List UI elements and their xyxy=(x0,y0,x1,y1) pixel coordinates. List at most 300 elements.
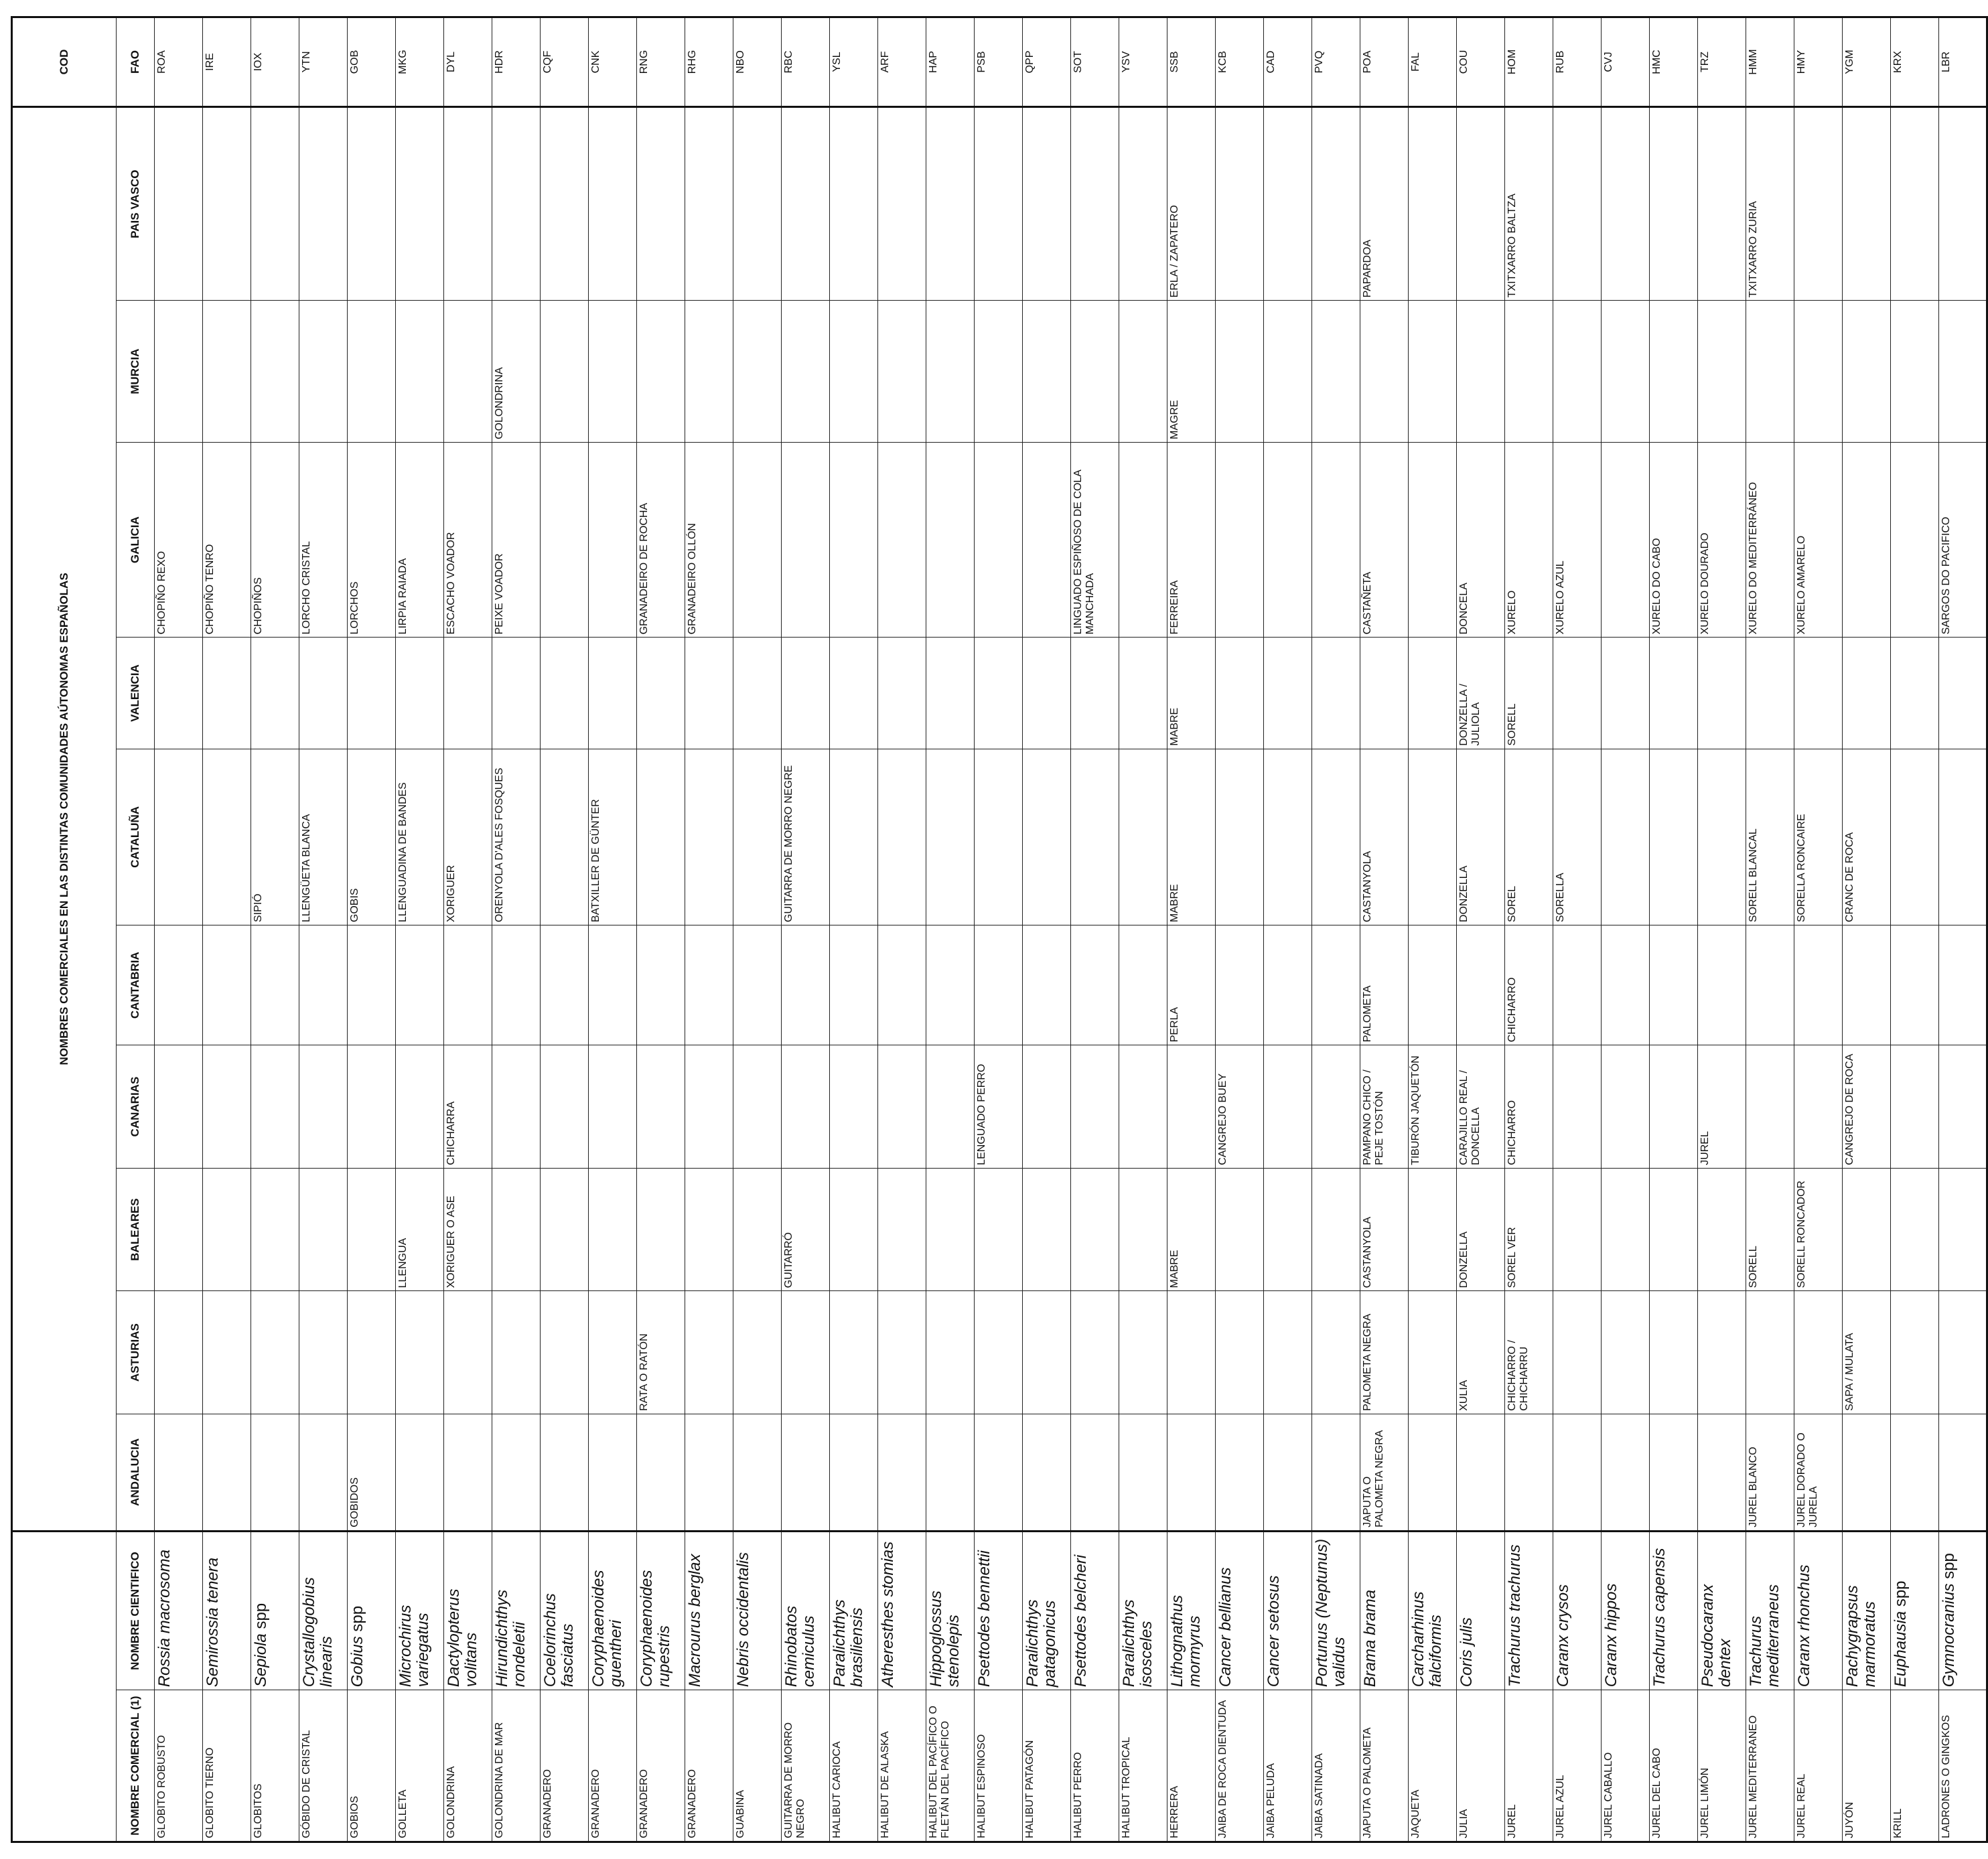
table-row xyxy=(975,17,1023,1842)
valencia-cell xyxy=(1698,638,1746,749)
andalucia-cell: JUREL BLANCO xyxy=(1746,1414,1794,1531)
baleares-cell xyxy=(1650,1168,1698,1291)
fao-code-cell: HOM xyxy=(1505,17,1553,107)
nombre-comercial-cell: HALIBUT DEL PACÍFICO O FLETÁN DEL PACÍFICO xyxy=(926,1690,975,1842)
nombre-cientifico-cell xyxy=(1119,1531,1167,1690)
galicia-cell: XURELO AMARELO xyxy=(1794,442,1843,637)
cantabria-cell xyxy=(155,925,203,1045)
cataluna-cell: CRANC DE ROCA xyxy=(1843,749,1891,925)
andalucia-cell: GOBIDOS xyxy=(348,1414,396,1531)
scientific-name: Macrourus berglax xyxy=(686,1554,704,1688)
cataluna-cell xyxy=(1312,749,1360,925)
baleares-cell xyxy=(926,1168,975,1291)
canarias-cell xyxy=(203,1045,251,1169)
valencia-cell xyxy=(492,638,541,749)
nombre-cientifico-cell xyxy=(1794,1531,1843,1690)
scientific-name: Trachurus capensis xyxy=(1650,1548,1668,1688)
canarias-cell xyxy=(348,1045,396,1169)
nombre-cientifico-cell xyxy=(1264,1531,1312,1690)
galicia-cell: CHOPIÑOS xyxy=(251,442,299,637)
baleares-cell: XORIGUER O ASE xyxy=(444,1168,492,1291)
valencia-cell: DONZELLA / JULIOLA xyxy=(1457,638,1505,749)
andalucia-cell xyxy=(589,1414,637,1531)
nombre-comercial-cell: JAIBA SATINADA xyxy=(1312,1690,1360,1842)
table-row xyxy=(1650,17,1698,1842)
nombre-comercial-cell: JUREL CABALLO xyxy=(1602,1690,1650,1842)
valencia-cell xyxy=(444,638,492,749)
nombre-comercial-cell: KRILL xyxy=(1891,1690,1939,1842)
galicia-cell xyxy=(1312,442,1360,637)
fao-code-cell: LBR xyxy=(1939,17,1987,107)
cantabria-cell xyxy=(1457,925,1505,1045)
pais-vasco-cell xyxy=(637,106,685,300)
scientific-name: Pseudocaranx dentex xyxy=(1699,1584,1734,1688)
canarias-cell xyxy=(541,1045,589,1169)
pais-vasco-cell xyxy=(348,106,396,300)
canarias-cell xyxy=(1746,1045,1794,1169)
cataluna-cell: GOBIS xyxy=(348,749,396,925)
baleares-cell xyxy=(1553,1168,1602,1291)
pais-vasco-cell: TXITXARRO BALTZA xyxy=(1505,106,1553,300)
nombre-cientifico-cell xyxy=(782,1531,830,1690)
murcia-cell xyxy=(1891,301,1939,443)
galicia-cell xyxy=(1119,442,1167,637)
col-pais-vasco: PAIS VASCO xyxy=(117,106,155,300)
nombre-cientifico-cell xyxy=(203,1531,251,1690)
canarias-cell xyxy=(637,1045,685,1169)
andalucia-cell: JUREL DORADO O JURELA xyxy=(1794,1414,1843,1531)
fao-code-cell: IRE xyxy=(203,17,251,107)
canarias-cell: TIBURÓN JAQUETÓN xyxy=(1409,1045,1457,1169)
nombre-cientifico-cell xyxy=(1891,1531,1939,1690)
andalucia-cell xyxy=(1553,1414,1602,1531)
table-row xyxy=(396,17,444,1842)
galicia-cell xyxy=(733,442,782,637)
canarias-cell xyxy=(1119,1045,1167,1169)
baleares-cell xyxy=(299,1168,348,1291)
murcia-cell xyxy=(1264,301,1312,443)
spp-suffix: spp xyxy=(252,1603,270,1629)
col-fao: FAO xyxy=(117,17,155,107)
fao-code-cell: YSL xyxy=(830,17,878,107)
asturias-cell xyxy=(203,1291,251,1414)
nombre-comercial-cell: GOBIOS xyxy=(348,1690,396,1842)
nombre-comercial-cell: JUREL LIMÓN xyxy=(1698,1690,1746,1842)
cataluna-cell xyxy=(1119,749,1167,925)
cantabria-cell xyxy=(1312,925,1360,1045)
murcia-cell xyxy=(203,301,251,443)
canarias-cell: PAMPANO CHICO / PEJE TOSTÓN xyxy=(1360,1045,1409,1169)
galicia-cell xyxy=(1891,442,1939,637)
fao-code-cell: CAD xyxy=(1264,17,1312,107)
cataluna-cell xyxy=(1216,749,1264,925)
asturias-cell xyxy=(782,1291,830,1414)
andalucia-cell xyxy=(1023,1414,1071,1531)
header-blank xyxy=(12,1531,117,1842)
cataluna-cell xyxy=(1409,749,1457,925)
baleares-cell: LLENGUA xyxy=(396,1168,444,1291)
col-valencia: VALENCIA xyxy=(117,638,155,749)
fao-code-cell: CQF xyxy=(541,17,589,107)
scientific-name: Brama brama xyxy=(1361,1589,1379,1688)
col-nombre-cientifico: NOMBRE CIENTIFICO xyxy=(117,1531,155,1690)
species-table xyxy=(11,16,1988,1843)
cataluna-cell: DONZELLA xyxy=(1457,749,1505,925)
scientific-name: Nebris occidentalis xyxy=(734,1552,752,1688)
scientific-name: Paralichthys patagonicus xyxy=(1023,1599,1059,1688)
fao-code-cell: HMM xyxy=(1746,17,1794,107)
table-row xyxy=(1843,17,1891,1842)
asturias-cell xyxy=(975,1291,1023,1414)
cataluna-cell xyxy=(637,749,685,925)
canarias-cell: CANGREJO DE ROCA xyxy=(1843,1045,1891,1169)
nombre-comercial-cell: GRANADERO xyxy=(685,1690,733,1842)
table-row xyxy=(1457,17,1505,1842)
scientific-name: Euphausia xyxy=(1892,1611,1910,1688)
murcia-cell xyxy=(975,301,1023,443)
murcia-cell xyxy=(830,301,878,443)
pais-vasco-cell xyxy=(203,106,251,300)
fao-code-cell: NBO xyxy=(733,17,782,107)
valencia-cell xyxy=(1409,638,1457,749)
asturias-cell xyxy=(1553,1291,1602,1414)
nombre-cientifico-cell xyxy=(1457,1531,1505,1690)
cantabria-cell xyxy=(1553,925,1602,1045)
murcia-cell xyxy=(299,301,348,443)
galicia-cell xyxy=(782,442,830,637)
nombre-cientifico-cell xyxy=(299,1531,348,1690)
nombre-cientifico-cell xyxy=(444,1531,492,1690)
galicia-cell: DONCELA xyxy=(1457,442,1505,637)
andalucia-cell xyxy=(926,1414,975,1531)
nombre-comercial-cell: HALIBUT PATAGÓN xyxy=(1023,1690,1071,1842)
canarias-cell xyxy=(685,1045,733,1169)
nombre-cientifico-cell xyxy=(1312,1531,1360,1690)
cataluna-cell: MABRE xyxy=(1167,749,1216,925)
galicia-cell xyxy=(1023,442,1071,637)
nombre-cientifico-cell xyxy=(1023,1531,1071,1690)
murcia-cell xyxy=(1602,301,1650,443)
pais-vasco-cell xyxy=(1071,106,1119,300)
pais-vasco-cell xyxy=(1843,106,1891,300)
galicia-cell xyxy=(1264,442,1312,637)
scientific-name: Atheresthes stomias xyxy=(879,1541,897,1688)
asturias-cell xyxy=(1167,1291,1216,1414)
pais-vasco-cell xyxy=(1939,106,1987,300)
andalucia-cell xyxy=(1457,1414,1505,1531)
table-row xyxy=(830,17,878,1842)
cataluna-cell: SOREL xyxy=(1505,749,1553,925)
nombre-comercial-cell: HALIBUT ESPINOSO xyxy=(975,1690,1023,1842)
asturias-cell xyxy=(1698,1291,1746,1414)
pais-vasco-cell xyxy=(444,106,492,300)
baleares-cell xyxy=(1216,1168,1264,1291)
pais-vasco-cell xyxy=(492,106,541,300)
pais-vasco-cell xyxy=(1794,106,1843,300)
fao-code-cell: PVQ xyxy=(1312,17,1360,107)
andalucia-cell xyxy=(1939,1414,1987,1531)
asturias-cell: SAPA / MULATA xyxy=(1843,1291,1891,1414)
band-title: NOMBRES COMERCIALES EN LAS DISTINTAS COMUNIDADES AÚTONOMAS ESPAÑOLAS xyxy=(12,106,117,1531)
scientific-name: Crystallogobius linearis xyxy=(300,1577,336,1688)
pais-vasco-cell xyxy=(1119,106,1167,300)
baleares-cell xyxy=(637,1168,685,1291)
murcia-cell xyxy=(1650,301,1698,443)
valencia-cell xyxy=(637,638,685,749)
valencia-cell xyxy=(396,638,444,749)
col-murcia: MURCIA xyxy=(117,301,155,443)
fao-code-cell: KCB xyxy=(1216,17,1264,107)
asturias-cell xyxy=(1939,1291,1987,1414)
nombre-comercial-cell: JAIBA PELUDA xyxy=(1264,1690,1312,1842)
baleares-cell: SORELL xyxy=(1746,1168,1794,1291)
cataluna-cell: LLENGÜETA BLANCA xyxy=(299,749,348,925)
nombre-cientifico-cell xyxy=(1553,1531,1602,1690)
table-row xyxy=(1746,17,1794,1842)
andalucia-cell xyxy=(975,1414,1023,1531)
baleares-cell xyxy=(1023,1168,1071,1291)
table-row xyxy=(1216,17,1264,1842)
table-row xyxy=(1409,17,1457,1842)
galicia-cell xyxy=(926,442,975,637)
murcia-cell xyxy=(589,301,637,443)
valencia-cell xyxy=(685,638,733,749)
cantabria-cell xyxy=(492,925,541,1045)
valencia-cell xyxy=(299,638,348,749)
valencia-cell xyxy=(541,638,589,749)
galicia-cell: LIRPIA RAIADA xyxy=(396,442,444,637)
cantabria-cell: PALOMETA xyxy=(1360,925,1409,1045)
andalucia-cell xyxy=(1119,1414,1167,1531)
murcia-cell xyxy=(1698,301,1746,443)
baleares-cell xyxy=(1891,1168,1939,1291)
pais-vasco-cell xyxy=(782,106,830,300)
fao-code-cell: IOX xyxy=(251,17,299,107)
canarias-cell xyxy=(589,1045,637,1169)
asturias-cell xyxy=(155,1291,203,1414)
valencia-cell xyxy=(1939,638,1987,749)
galicia-cell: PEIXE VOADOR xyxy=(492,442,541,637)
table-row xyxy=(878,17,926,1842)
col-asturias: ASTURIAS xyxy=(117,1291,155,1414)
asturias-cell: CHICHARRO / CHICHARRU xyxy=(1505,1291,1553,1414)
nombre-cientifico-cell xyxy=(1409,1531,1457,1690)
andalucia-cell xyxy=(685,1414,733,1531)
nombre-cientifico-cell xyxy=(396,1531,444,1690)
fao-code-cell: GOB xyxy=(348,17,396,107)
fao-code-cell: RHG xyxy=(685,17,733,107)
galicia-cell: SARGOS DO PACIFICO xyxy=(1939,442,1987,637)
galicia-cell: XURELO AZUL xyxy=(1553,442,1602,637)
cantabria-cell xyxy=(926,925,975,1045)
cataluna-cell xyxy=(1650,749,1698,925)
cantabria-cell: PERLA xyxy=(1167,925,1216,1045)
fao-code-cell: COU xyxy=(1457,17,1505,107)
andalucia-cell xyxy=(1071,1414,1119,1531)
andalucia-cell xyxy=(830,1414,878,1531)
asturias-cell xyxy=(1071,1291,1119,1414)
fao-code-cell: RBC xyxy=(782,17,830,107)
fao-code-cell: TRZ xyxy=(1698,17,1746,107)
nombre-cientifico-cell xyxy=(1650,1531,1698,1690)
cantabria-cell xyxy=(830,925,878,1045)
cantabria-cell xyxy=(251,925,299,1045)
pais-vasco-cell xyxy=(541,106,589,300)
scientific-name: Coelorinchus fasciatus xyxy=(541,1593,577,1688)
nombre-cientifico-cell xyxy=(830,1531,878,1690)
baleares-cell xyxy=(1409,1168,1457,1291)
canarias-cell xyxy=(396,1045,444,1169)
scientific-name: Dactylopterus volitans xyxy=(445,1588,480,1688)
fao-code-cell: DYL xyxy=(444,17,492,107)
pais-vasco-cell xyxy=(975,106,1023,300)
murcia-cell xyxy=(1360,301,1409,443)
baleares-cell xyxy=(541,1168,589,1291)
scientific-name: Rossia macrosoma xyxy=(155,1549,173,1688)
scientific-name: Lithognathus mormyrus xyxy=(1168,1594,1204,1688)
galicia-cell xyxy=(975,442,1023,637)
cataluna-cell xyxy=(926,749,975,925)
fao-code-cell: CVJ xyxy=(1602,17,1650,107)
table-row xyxy=(589,17,637,1842)
cataluna-cell xyxy=(203,749,251,925)
murcia-cell: MAGRE xyxy=(1167,301,1216,443)
murcia-cell xyxy=(1843,301,1891,443)
canarias-cell xyxy=(492,1045,541,1169)
pais-vasco-cell xyxy=(1023,106,1071,300)
col-baleares: BALEARES xyxy=(117,1168,155,1291)
nombre-cientifico-cell xyxy=(251,1531,299,1690)
scientific-name: Microchirus variegatus xyxy=(397,1605,432,1688)
pais-vasco-cell: PAPARDOA xyxy=(1360,106,1409,300)
nombre-cientifico-cell xyxy=(637,1531,685,1690)
pais-vasco-cell: ERLA / ZAPATERO xyxy=(1167,106,1216,300)
canarias-cell: CHICHARRA xyxy=(444,1045,492,1169)
cantabria-cell xyxy=(1071,925,1119,1045)
galicia-cell: XURELO DO CABO xyxy=(1650,442,1698,637)
andalucia-cell xyxy=(1650,1414,1698,1531)
scientific-name: Cancer bellianus xyxy=(1216,1567,1234,1688)
asturias-cell xyxy=(348,1291,396,1414)
scientific-name: Paralichthys isosceles xyxy=(1120,1599,1155,1688)
murcia-cell xyxy=(637,301,685,443)
baleares-cell xyxy=(1939,1168,1987,1291)
nombre-comercial-cell: GOLONDRINA DE MAR xyxy=(492,1690,541,1842)
andalucia-cell xyxy=(1216,1414,1264,1531)
murcia-cell xyxy=(926,301,975,443)
nombre-comercial-cell: JAPUTA O PALOMETA xyxy=(1360,1690,1409,1842)
nombre-comercial-cell: HERRERA xyxy=(1167,1690,1216,1842)
fao-code-cell: YGM xyxy=(1843,17,1891,107)
nombre-comercial-cell: GLOBITOS xyxy=(251,1690,299,1842)
table-row xyxy=(782,17,830,1842)
table-row xyxy=(1312,17,1360,1842)
murcia-cell xyxy=(733,301,782,443)
cantabria-cell xyxy=(1650,925,1698,1045)
nombre-cientifico-cell xyxy=(1167,1531,1216,1690)
baleares-cell: SORELL RONCADOR xyxy=(1794,1168,1843,1291)
scientific-name: Coris julis xyxy=(1458,1617,1476,1688)
cataluna-cell xyxy=(1071,749,1119,925)
asturias-cell xyxy=(1264,1291,1312,1414)
murcia-cell xyxy=(1457,301,1505,443)
nombre-comercial-cell: GOLONDRINA xyxy=(444,1690,492,1842)
nombre-comercial-cell: JUREL AZUL xyxy=(1553,1690,1602,1842)
nombre-cientifico-cell xyxy=(1071,1531,1119,1690)
scientific-name: Psettodes bennettii xyxy=(975,1550,993,1688)
nombre-comercial-cell: JUREL DEL CABO xyxy=(1650,1690,1698,1842)
scientific-name: Gymnocranius xyxy=(1940,1583,1958,1688)
canarias-cell xyxy=(1939,1045,1987,1169)
nombre-comercial-cell: GLOBITO ROBUSTO xyxy=(155,1690,203,1842)
cantabria-cell xyxy=(878,925,926,1045)
baleares-cell xyxy=(492,1168,541,1291)
asturias-cell xyxy=(251,1291,299,1414)
nombre-comercial-cell: GRANADERO xyxy=(589,1690,637,1842)
nombre-cientifico-cell xyxy=(155,1531,203,1690)
baleares-cell: GUITARRÓ xyxy=(782,1168,830,1291)
nombre-comercial-cell: GLOBITO TIERNO xyxy=(203,1690,251,1842)
nombre-cientifico-cell xyxy=(1602,1531,1650,1690)
fao-code-cell: HMY xyxy=(1794,17,1843,107)
cantabria-cell xyxy=(733,925,782,1045)
valencia-cell xyxy=(1360,638,1409,749)
cataluna-cell xyxy=(155,749,203,925)
valencia-cell xyxy=(1602,638,1650,749)
andalucia-cell xyxy=(155,1414,203,1531)
canarias-cell xyxy=(782,1045,830,1169)
cod-header: COD xyxy=(12,17,117,107)
cataluna-cell xyxy=(541,749,589,925)
valencia-cell xyxy=(1023,638,1071,749)
baleares-cell xyxy=(685,1168,733,1291)
murcia-cell: GOLONDRINA xyxy=(492,301,541,443)
valencia-cell: SORELL xyxy=(1505,638,1553,749)
scientific-name: Caranx hippos xyxy=(1602,1583,1620,1688)
table-row xyxy=(1505,17,1553,1842)
cataluna-cell xyxy=(878,749,926,925)
nombre-cientifico-cell xyxy=(926,1531,975,1690)
murcia-cell xyxy=(1071,301,1119,443)
canarias-cell xyxy=(1553,1045,1602,1169)
baleares-cell xyxy=(878,1168,926,1291)
asturias-cell xyxy=(444,1291,492,1414)
nombre-cientifico-cell xyxy=(589,1531,637,1690)
fao-code-cell: RUB xyxy=(1553,17,1602,107)
table-row xyxy=(155,17,203,1842)
cantabria-cell: CHICHARRO xyxy=(1505,925,1553,1045)
galicia-cell: XURELO xyxy=(1505,442,1553,637)
canarias-cell: JUREL xyxy=(1698,1045,1746,1169)
cantabria-cell xyxy=(1794,925,1843,1045)
asturias-cell: PALOMETA NEGRA xyxy=(1360,1291,1409,1414)
pais-vasco-cell xyxy=(155,106,203,300)
cantabria-cell xyxy=(975,925,1023,1045)
scientific-name: Portunus (Neptunus) validus xyxy=(1313,1538,1348,1688)
andalucia-cell xyxy=(1843,1414,1891,1531)
cantabria-cell xyxy=(1264,925,1312,1045)
table-row xyxy=(1602,17,1650,1842)
fao-code-cell: ARF xyxy=(878,17,926,107)
nombre-cientifico-cell xyxy=(541,1531,589,1690)
andalucia-cell: JAPUTA O PALOMETA NEGRA xyxy=(1360,1414,1409,1531)
canarias-cell: CARAJILLO REAL / DONCELLA xyxy=(1457,1045,1505,1169)
baleares-cell xyxy=(1602,1168,1650,1291)
cataluna-cell xyxy=(1264,749,1312,925)
asturias-cell xyxy=(492,1291,541,1414)
canarias-cell: CANGREJO BUEY xyxy=(1216,1045,1264,1169)
canarias-cell xyxy=(1023,1045,1071,1169)
